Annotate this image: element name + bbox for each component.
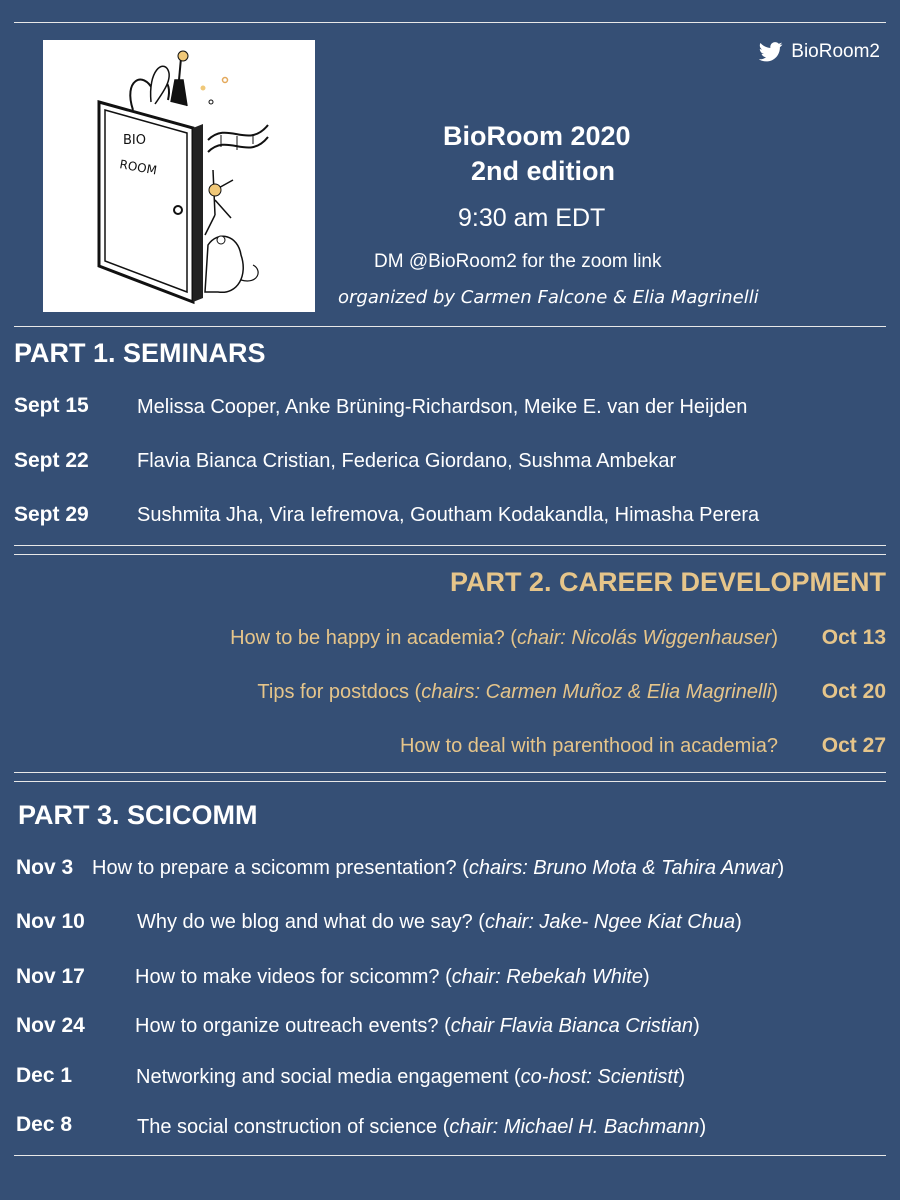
scicomm-topic-chair: chair: Jake- Ngee Kiat Chua (484, 911, 736, 933)
scicomm-topic-chair: chair: Michael H. Bachmann (449, 1116, 700, 1138)
scicomm-topic (136, 1066, 685, 1089)
scicomm-topic (137, 911, 742, 934)
scicomm-date: Nov 24 (16, 1014, 85, 1037)
divider-1 (14, 326, 886, 327)
scicomm-topic-title: How to prepare a scicomm presentation? ( (92, 857, 469, 879)
twitter-bird-icon (759, 42, 783, 62)
scicomm-topic-title: Why do we blog and what do we say? ( (137, 911, 485, 933)
scicomm-topic-close: ) (777, 857, 785, 879)
scicomm-date: Nov 10 (16, 910, 85, 933)
organizers: organized by Carmen Falcone & Elia Magrinelli (338, 287, 759, 308)
career-topic-chair: chairs: Carmen Muñoz & Elia Magrinelli (421, 681, 772, 703)
divider-2 (14, 545, 886, 555)
career-topic-chair: chair: Nicolás Wiggenhauser (516, 627, 772, 649)
event-time: 9:30 am EDT (458, 204, 606, 232)
scicomm-topic-chair: chairs: Bruno Mota & Tahira Anwar (468, 857, 778, 879)
scicomm-topic (135, 966, 650, 989)
part1-heading: PART 1. SEMINARS (14, 338, 266, 368)
bioroom-logo (43, 40, 315, 312)
part2-heading: PART 2. CAREER DEVELOPMENT (449, 567, 886, 597)
scicomm-topic-chair: chair: Rebekah White (451, 966, 643, 988)
career-topic (257, 681, 778, 704)
scicomm-topic (135, 1015, 700, 1038)
career-topic (400, 735, 778, 758)
scicomm-topic-close: ) (678, 1066, 686, 1088)
scicomm-date: Nov 17 (16, 965, 85, 988)
career-topic-close: ) (771, 627, 778, 649)
scicomm-topic-chair: co-host: Scientistt (520, 1066, 679, 1088)
seminar-date: Sept 22 (14, 449, 89, 472)
twitter-handle-text: BioRoom2 (791, 41, 880, 62)
career-topic-title: How to be happy in academia? ( (230, 627, 517, 649)
seminar-speakers: Melissa Cooper, Anke Brüning-Richardson, Meike E. van der Heijden (137, 396, 748, 418)
scicomm-topic-title: The social construction of science ( (137, 1116, 450, 1138)
scicomm-topic (92, 857, 784, 880)
scicomm-topic-title: Networking and social media engagement ( (136, 1066, 521, 1088)
scicomm-date: Dec 8 (16, 1113, 73, 1136)
event-edition: 2nd edition (471, 156, 615, 186)
scicomm-topic-close: ) (693, 1015, 700, 1037)
part3-heading: PART 3. SCICOMM (18, 800, 258, 830)
scicomm-date: Dec 1 (16, 1064, 73, 1087)
scicomm-topic-title: How to organize outreach events? ( (135, 1015, 451, 1037)
career-topic-title: Tips for postdocs ( (257, 681, 422, 703)
scicomm-topic-close: ) (642, 966, 650, 988)
scicomm-topic (137, 1116, 706, 1139)
career-topic-close: ) (771, 681, 778, 703)
scicomm-topic-title: How to make videos for scicomm? ( (135, 966, 452, 988)
twitter-handle[interactable] (759, 41, 880, 63)
door-illustration (43, 40, 315, 312)
seminar-date: Sept 15 (14, 394, 89, 417)
zoom-link-note: DM @BioRoom2 for the zoom link (374, 251, 662, 272)
top-divider (14, 22, 886, 23)
bottom-divider (14, 1155, 886, 1156)
seminar-speakers: Sushmita Jha, Vira Iefremova, Goutham Kodakandla, Himasha Perera (137, 504, 760, 526)
seminar-speakers: Flavia Bianca Cristian, Federica Giordano, Sushma Ambekar (137, 450, 677, 472)
scicomm-topic-close: ) (735, 911, 742, 933)
career-date: Oct 13 (821, 626, 886, 649)
career-date: Oct 20 (821, 680, 886, 703)
scicomm-topic-close: ) (699, 1116, 707, 1138)
event-title: BioRoom 2020 (443, 121, 631, 151)
scicomm-date: Nov 3 (16, 856, 74, 879)
scicomm-topic-chair: chair Flavia Bianca Cristian (450, 1015, 694, 1037)
career-topic (230, 627, 778, 650)
door-text-room: ROOM (118, 157, 158, 178)
career-topic-title: How to deal with parenthood in academia? (399, 735, 778, 757)
career-date: Oct 27 (821, 734, 886, 757)
seminar-date: Sept 29 (14, 503, 89, 526)
divider-3 (14, 772, 886, 782)
door-text-bio: BIO (123, 133, 146, 148)
